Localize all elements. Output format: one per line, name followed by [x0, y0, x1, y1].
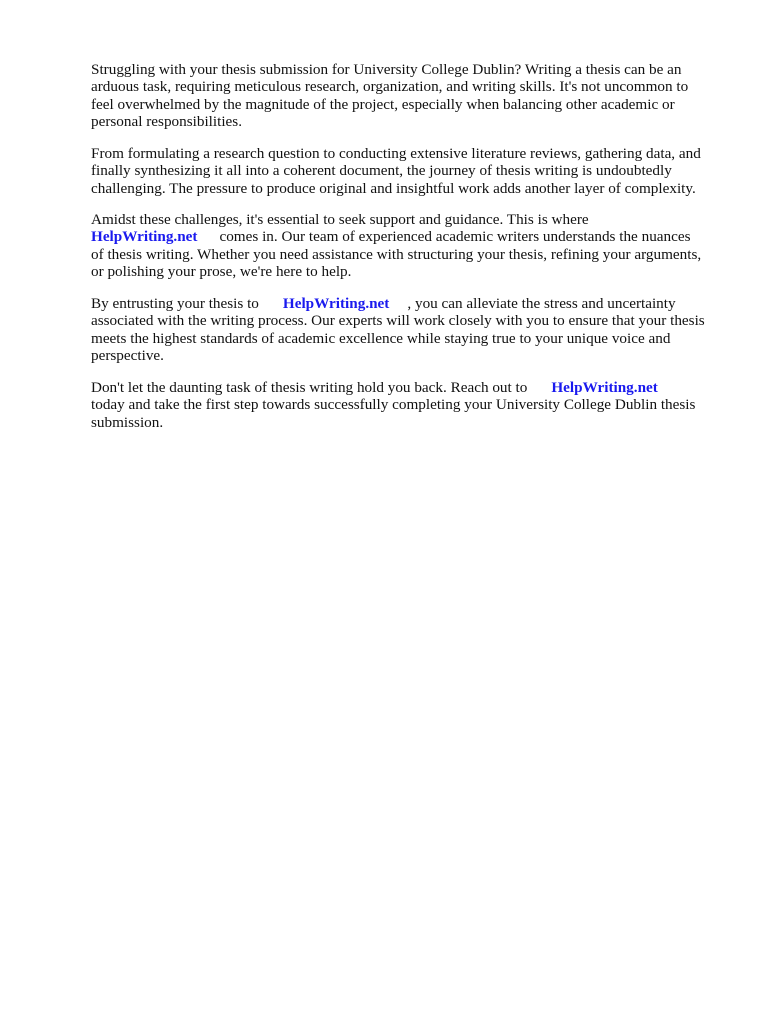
paragraph-line: feel overwhelmed by the magnitude of the project, especially when balancing other academic or — [91, 95, 675, 113]
paragraph-line: personal responsibilities. — [91, 113, 243, 131]
paragraph-line: perspective. — [91, 347, 164, 365]
helpwriting-link[interactable]: HelpWriting.net — [91, 228, 198, 246]
paragraph-line-with-link — [91, 379, 731, 396]
paragraph-text: , you can alleviate the stress and uncertainty — [407, 295, 676, 312]
paragraph-line: of thesis writing. Whether you need assistance with structuring your thesis, refining your arguments, — [91, 245, 702, 263]
paragraph-challenges — [91, 145, 731, 197]
paragraph-line: Struggling with your thesis submission for University College Dublin? Writing a thesis can be an — [91, 61, 682, 78]
helpwriting-link[interactable]: HelpWriting.net — [282, 295, 390, 312]
paragraph-line: arduous task, requiring meticulous research, organization, and writing skills. It's not uncommon to — [91, 78, 689, 96]
paragraph-line-with-link — [91, 228, 731, 245]
paragraph-line: Amidst these challenges, it's essential to seek support and guidance. This is where — [91, 211, 589, 228]
helpwriting-link[interactable]: HelpWriting.net — [551, 379, 658, 396]
paragraph-line-with-link — [91, 295, 731, 312]
paragraph-line: or polishing your prose, we're here to help. — [91, 263, 352, 281]
paragraph-line: meets the highest standards of academic excellence while staying true to your unique voice and — [91, 329, 671, 347]
paragraph-text: Don't let the daunting task of thesis writing hold you back. Reach out to — [91, 379, 528, 396]
paragraph-text: By entrusting your thesis to — [91, 295, 259, 312]
paragraph-line: associated with the writing process. Our experts will work closely with you to ensure that your thesis — [91, 312, 705, 330]
paragraph-text: comes in. Our team of experienced academic writers understands the nuances — [219, 228, 691, 246]
paragraph-line: submission. — [91, 413, 164, 431]
paragraph-support — [91, 211, 731, 281]
paragraph-line: challenging. The pressure to produce original and insightful work adds another layer of complexity. — [91, 179, 696, 197]
paragraph-line: finally synthesizing it all into a coherent document, the journey of thesis writing is undoubtedly — [91, 162, 672, 180]
paragraph-entrusting — [91, 295, 731, 365]
paragraph-line: today and take the first step towards successfully completing your University College Dublin thesis — [91, 396, 696, 414]
paragraph-call-to-action — [91, 379, 731, 431]
paragraph-intro — [91, 61, 731, 131]
paragraph-line: From formulating a research question to conducting extensive literature reviews, gathering data, and — [91, 145, 701, 162]
